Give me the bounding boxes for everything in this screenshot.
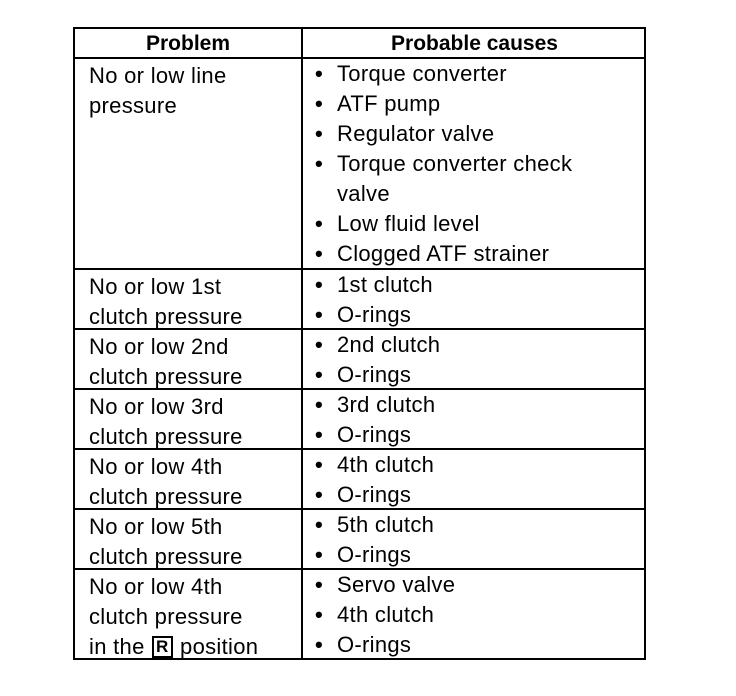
bullet-icon: •	[315, 512, 324, 537]
table-row	[75, 59, 644, 270]
problem-line: No or low 3rd	[89, 394, 224, 419]
problem-cell	[89, 61, 295, 121]
cause-item: • O-rings	[313, 360, 643, 390]
table-header-row	[75, 29, 644, 59]
table-row	[75, 270, 644, 330]
bullet-icon: •	[315, 332, 324, 357]
column-divider	[301, 59, 303, 268]
bullet-icon: •	[315, 362, 324, 387]
bullet-icon: •	[315, 91, 324, 116]
cause-continuation: valve	[337, 181, 390, 206]
bullet-icon: •	[315, 542, 324, 567]
cause-item: • O-rings	[313, 420, 643, 450]
diagnosis-table	[73, 27, 646, 660]
column-divider	[301, 570, 303, 658]
problem-cell	[89, 332, 295, 392]
problem-line: clutch pressure	[89, 604, 243, 629]
problem-cell	[89, 272, 295, 332]
bullet-icon: •	[315, 151, 324, 176]
problem-line: No or low line	[89, 63, 227, 88]
table-row	[75, 390, 644, 450]
problem-cell	[89, 512, 295, 572]
problem-cell	[89, 452, 295, 512]
bullet-icon: •	[315, 121, 324, 146]
table-row	[75, 510, 644, 570]
bullet-icon: •	[315, 632, 324, 657]
causes-list	[313, 510, 643, 570]
bullet-icon: •	[315, 211, 324, 236]
problem-line: clutch pressure	[89, 364, 243, 389]
cause-item: • ATF pump	[313, 89, 643, 119]
problem-line: No or low 2nd	[89, 334, 229, 359]
table-row	[75, 570, 644, 658]
cause-item: • O-rings	[313, 540, 643, 570]
problem-line: clutch pressure	[89, 424, 243, 449]
problem-cell	[89, 392, 295, 452]
cause-item: • 2nd clutch	[313, 330, 643, 360]
bullet-icon: •	[315, 452, 324, 477]
problem-line: No or low 5th	[89, 514, 223, 539]
problem-line: clutch pressure	[89, 484, 243, 509]
problem-line: pressure	[89, 93, 177, 118]
causes-list	[313, 330, 643, 390]
bullet-icon: •	[315, 572, 324, 597]
cause-item: • O-rings	[313, 630, 643, 660]
column-divider	[301, 330, 303, 388]
bullet-icon: •	[315, 272, 324, 297]
bullet-icon: •	[315, 241, 324, 266]
cause-item: • Clogged ATF strainer	[313, 239, 643, 269]
column-divider	[301, 510, 303, 568]
cause-item: • 1st clutch	[313, 270, 643, 300]
problem-line: clutch pressure	[89, 544, 243, 569]
cause-item: • 4th clutch	[313, 450, 643, 480]
cause-item: • Low fluid level	[313, 209, 643, 239]
causes-list	[313, 570, 643, 660]
column-divider	[301, 390, 303, 448]
problem-line: in the R position	[89, 634, 259, 659]
causes-list	[313, 450, 643, 510]
cause-item: • Torque converter check valve	[315, 151, 573, 206]
bullet-icon: •	[315, 602, 324, 627]
cause-item: • O-rings	[313, 300, 643, 330]
bullet-icon: •	[315, 482, 324, 507]
causes-list	[313, 270, 643, 330]
bullet-icon: •	[315, 422, 324, 447]
bullet-icon: •	[315, 302, 324, 327]
cause-item: • Servo valve	[313, 570, 643, 600]
problem-line: No or low 1st	[89, 274, 222, 299]
cause-item: • 5th clutch	[313, 510, 643, 540]
bullet-icon: •	[315, 61, 324, 86]
table-row	[75, 330, 644, 390]
causes-list	[313, 390, 643, 450]
cause-item: • O-rings	[313, 480, 643, 510]
causes-list	[313, 59, 643, 269]
r-position-icon: R	[152, 636, 173, 658]
cause-item: • 4th clutch	[313, 600, 643, 630]
problem-line: No or low 4th	[89, 454, 223, 479]
table-row	[75, 450, 644, 510]
problem-line: clutch pressure	[89, 304, 243, 329]
cause-item: • Torque converter	[313, 59, 643, 89]
header-probable-causes: Probable causes	[391, 32, 558, 55]
problem-cell	[89, 572, 295, 662]
header-problem: Problem	[145, 32, 231, 55]
cause-item: • 3rd clutch	[313, 390, 643, 420]
bullet-icon: •	[315, 392, 324, 417]
cause-item: • Regulator valve	[313, 119, 643, 149]
column-divider	[301, 270, 303, 328]
column-divider	[301, 450, 303, 508]
problem-line: No or low 4th	[89, 574, 223, 599]
